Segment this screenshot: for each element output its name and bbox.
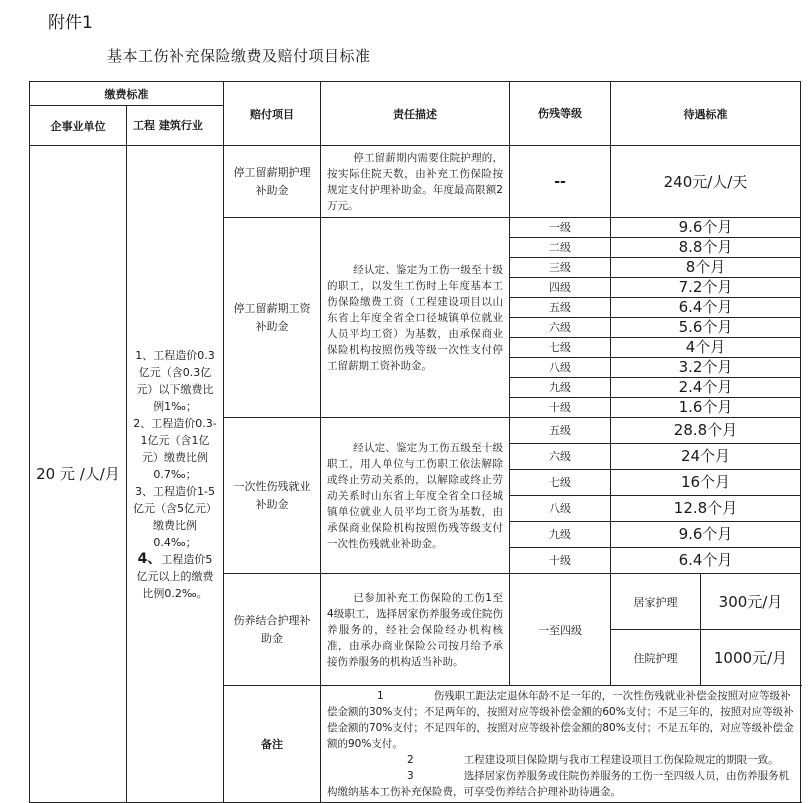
header-fee-standard: 缴费标准 bbox=[30, 82, 224, 106]
employment-standard-7: 16个月 bbox=[611, 470, 801, 496]
note-3: 3 选择居家伤养服务或住院伤养服务的工伤一至四级人员，由伤养服务机构缴纳基本工伤补充保险费，可享受伤养结合护理补助待遇金。 bbox=[327, 770, 790, 798]
care-home-label: 居家护理 bbox=[611, 574, 701, 630]
item-care-name: 伤养结合护理补助金 bbox=[224, 574, 321, 686]
wage-standard-7: 4个月 bbox=[611, 338, 801, 358]
employment-grade-9: 九级 bbox=[510, 522, 611, 548]
item-nursing-standard: 240元/人/天 bbox=[611, 146, 801, 218]
wage-grade-8: 八级 bbox=[510, 358, 611, 378]
employment-standard-9: 9.6个月 bbox=[611, 522, 801, 548]
header-benefit-standard: 待遇标准 bbox=[611, 82, 801, 146]
notes-label: 备注 bbox=[224, 686, 321, 803]
wage-standard-6: 5.6个月 bbox=[611, 318, 801, 338]
employment-standard-5: 28.8个月 bbox=[611, 418, 801, 444]
wage-grade-2: 二级 bbox=[510, 238, 611, 258]
wage-standard-9: 2.4个月 bbox=[611, 378, 801, 398]
header-enterprise-unit: 企事业单位 bbox=[30, 106, 127, 146]
rate-4: 4、工程造价5亿元以上的缴费比例0.2‰。 bbox=[136, 550, 214, 600]
wage-grade-4: 四级 bbox=[510, 278, 611, 298]
page-title: 基本工伤补充保险缴费及赔付项目标准 bbox=[107, 47, 371, 65]
note-2: 2 工程建设项目保险期与我市工程建设项目工伤保险规定的期限一致。 bbox=[407, 754, 779, 766]
header-payment-item: 赔付项目 bbox=[224, 82, 321, 146]
wage-grade-6: 六级 bbox=[510, 318, 611, 338]
employment-grade-10: 十级 bbox=[510, 548, 611, 574]
rate-3: 3、工程造价1-5亿元（含5亿元）缴费比例0.4‰； bbox=[133, 484, 217, 549]
care-hospital-value: 1000元/月 bbox=[701, 630, 801, 686]
attachment-label: 附件1 bbox=[48, 13, 93, 33]
wage-standard-4: 7.2个月 bbox=[611, 278, 801, 298]
wage-standard-1: 9.6个月 bbox=[611, 218, 801, 238]
employment-grade-6: 六级 bbox=[510, 444, 611, 470]
item-nursing-grade: -- bbox=[510, 146, 611, 218]
item-care-desc: 已参加补充工伤保险的工伤1至4级职工，选择居家伤养服务或住院伤养服务的，经社会保险经办机构核准，由承办商业保险公司按月给予承接伤养服务的机构适当补助。 bbox=[321, 574, 510, 686]
care-home-value: 300元/月 bbox=[701, 574, 801, 630]
care-hospital-label: 住院护理 bbox=[611, 630, 701, 686]
employment-grade-5: 五级 bbox=[510, 418, 611, 444]
item-nursing-desc: 停工留薪期内需要住院护理的，按实际住院天数，由补充工伤保险按规定支付护理补助金。年度最高限额2万元。 bbox=[321, 146, 510, 218]
enterprise-fee-rate: 20 元 /人/月 bbox=[30, 146, 127, 803]
wage-grade-3: 三级 bbox=[510, 258, 611, 278]
construction-fee-rates bbox=[127, 146, 224, 803]
rate-2: 2、工程造价0.3-1亿元（含1亿元）缴费比例0.7‰； bbox=[133, 416, 217, 481]
wage-grade-10: 十级 bbox=[510, 398, 611, 418]
fee-and-benefit-table bbox=[29, 81, 801, 803]
wage-standard-3: 8个月 bbox=[611, 258, 801, 278]
wage-standard-8: 3.2个月 bbox=[611, 358, 801, 378]
item-wage-name: 停工留薪期工资补助金 bbox=[224, 218, 321, 418]
wage-standard-10: 1.6个月 bbox=[611, 398, 801, 418]
item-wage-desc: 经认定、鉴定为工伤一级至十级的职工，以发生工伤时上年度基本工伤保险缴费工资（工程建设项目以山东省上年度全省全口径城镇单位就业人员平均工资）为基数，由承保商业保险机构按照伤残等级一次性支付停工留薪期工资补助金。 bbox=[321, 218, 510, 418]
note-1: 1 伤残职工距法定退休年龄不足一年的，一次性伤残就业补偿金按照对应等级补偿金额的30%支付；不足两年的，按照对应等级补偿金额的60%支付；不足三年的，按照对应等级补偿金额的70%支付；不足四年的，按照对应等级补偿金额的80%支付；不足五年的，对应等级补偿金额的90%支付。 bbox=[327, 690, 794, 750]
wage-standard-2: 8.8个月 bbox=[611, 238, 801, 258]
wage-grade-1: 一级 bbox=[510, 218, 611, 238]
employment-standard-8: 12.8个月 bbox=[611, 496, 801, 522]
item-employment-desc: 经认定、鉴定为工伤五级至十级职工，用人单位与工伤职工依法解除或终止劳动关系的，以解除或终止劳动关系时山东省上年度全省全口径城镇单位就业人员平均工资为基数，由承保商业保险机构按照伤残等级支付一次性伤残就业补助金。 bbox=[321, 418, 510, 574]
notes-content bbox=[321, 686, 801, 803]
wage-standard-5: 6.4个月 bbox=[611, 298, 801, 318]
header-responsibility: 责任描述 bbox=[321, 82, 510, 146]
item-care-grade: 一至四级 bbox=[510, 574, 611, 686]
employment-standard-6: 24个月 bbox=[611, 444, 801, 470]
employment-standard-10: 6.4个月 bbox=[611, 548, 801, 574]
item-nursing-name: 停工留薪期护理补助金 bbox=[224, 146, 321, 218]
header-construction-industry: 工程 建筑行业 bbox=[127, 106, 224, 146]
header-disability-grade: 伤残等级 bbox=[510, 82, 611, 146]
wage-grade-9: 九级 bbox=[510, 378, 611, 398]
wage-grade-7: 七级 bbox=[510, 338, 611, 358]
employment-grade-8: 八级 bbox=[510, 496, 611, 522]
wage-grade-5: 五级 bbox=[510, 298, 611, 318]
rate-1: 1、工程造价0.3亿元（含0.3亿元）以下缴费比例1‰； bbox=[135, 348, 215, 413]
item-employment-name: 一次性伤残就业补助金 bbox=[224, 418, 321, 574]
employment-grade-7: 七级 bbox=[510, 470, 611, 496]
